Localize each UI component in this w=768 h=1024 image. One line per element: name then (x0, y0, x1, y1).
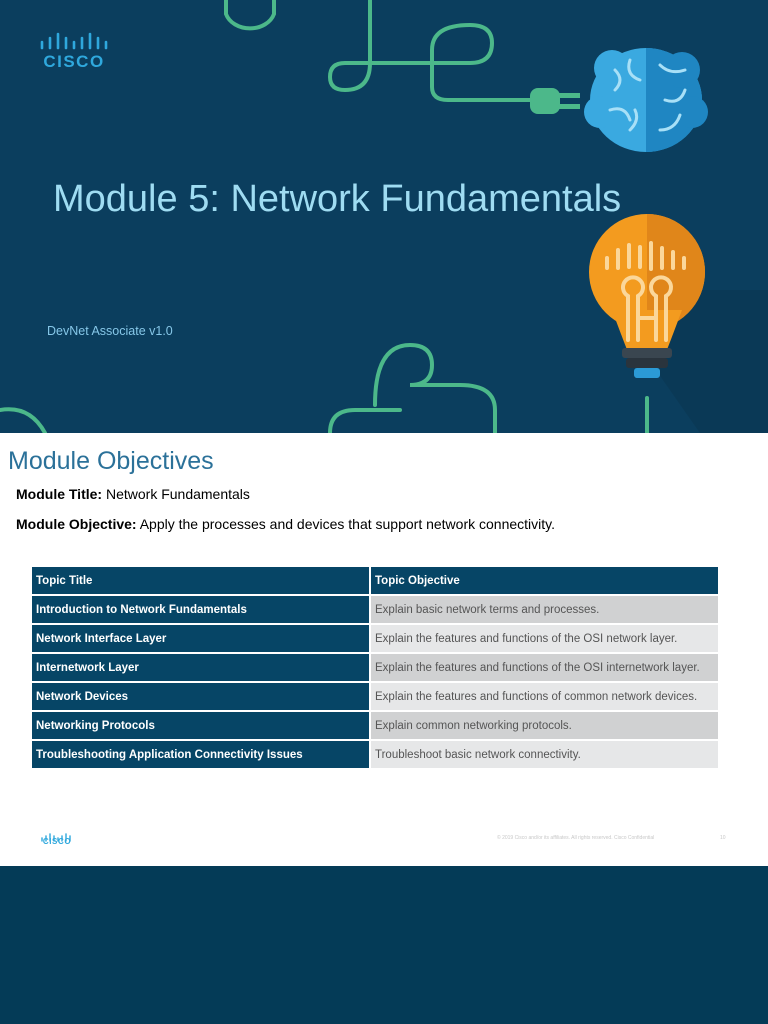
header-topic-objective: Topic Objective (371, 567, 718, 594)
topic-objective-cell: Explain the features and functions of the OSI network layer. (371, 625, 718, 652)
page-number: 10 (720, 835, 726, 841)
title-slide (0, 0, 768, 433)
topic-title-cell: Troubleshooting Application Connectivity Issues (32, 741, 369, 768)
table-row (32, 625, 718, 652)
topics-table (30, 565, 720, 770)
slide-title: Module 5: Network Fundamentals (53, 178, 622, 220)
topic-title-cell: Internetwork Layer (32, 654, 369, 681)
objectives-slide (0, 433, 768, 866)
topic-objective-cell: Explain basic network terms and processes. (371, 596, 718, 623)
cisco-logo (38, 32, 110, 72)
module-title-value: Network Fundamentals (105, 486, 250, 502)
cisco-bars-icon (38, 32, 110, 50)
topic-title-cell: Network Devices (32, 683, 369, 710)
topic-title-cell: Network Interface Layer (32, 625, 369, 652)
copyright-text: © 2019 Cisco and/or its affiliates. All rights reserved. Cisco Confidential (497, 835, 655, 841)
module-objective-line (16, 516, 555, 532)
footer-cisco-logo (40, 829, 74, 849)
module-objective-label: Module Objective: (16, 516, 137, 532)
module-title-label: Module Title: (16, 486, 103, 502)
topic-objective-cell: Explain common networking protocols. (371, 712, 718, 739)
table-row (32, 683, 718, 710)
table-row (32, 741, 718, 768)
objectives-heading: Module Objectives (8, 447, 214, 475)
topic-title-cell: Networking Protocols (32, 712, 369, 739)
table-header-row (32, 567, 718, 594)
footer-logo-text: CISCO (42, 837, 72, 846)
brain-icon (584, 48, 708, 152)
module-objective-value: Apply the processes and devices that support network connectivity. (139, 516, 555, 532)
topic-objective-cell: Troubleshoot basic network connectivity. (371, 741, 718, 768)
module-title-line (16, 486, 250, 502)
plug-icon (530, 88, 580, 114)
topic-objective-cell: Explain the features and functions of the OSI internetwork layer. (371, 654, 718, 681)
topic-objective-cell: Explain the features and functions of common network devices. (371, 683, 718, 710)
table-row (32, 712, 718, 739)
table-row (32, 596, 718, 623)
cisco-logo-text: CISCO (43, 52, 105, 71)
slide-subtitle: DevNet Associate v1.0 (47, 324, 173, 338)
table-row (32, 654, 718, 681)
topic-title-cell: Introduction to Network Fundamentals (32, 596, 369, 623)
header-topic-title: Topic Title (32, 567, 369, 594)
